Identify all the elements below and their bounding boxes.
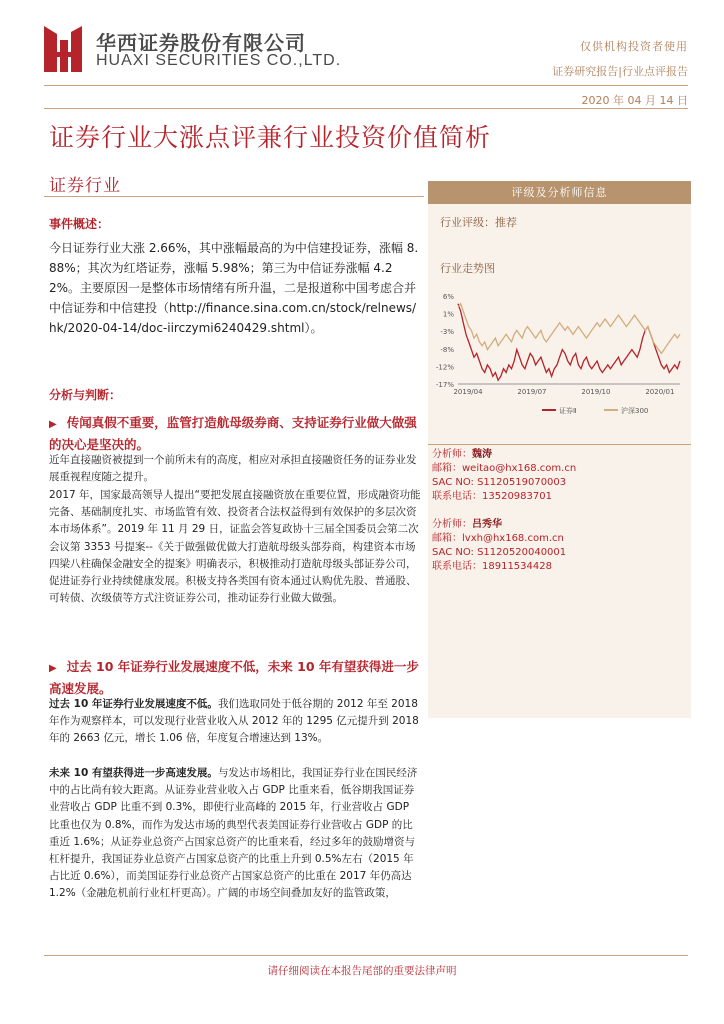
paragraph-4-text: 与发达市场相比，我国证券行业在国民经济中的占比尚有较大距离。从证券业营业收入占 GDP 比重来看，低谷期我国证券业营收占 GDP 比重不到 0.3%，即使行业高峰的 2015 年，行业营收占 GDP 比重也仅为 0.8%，而作为发达市场的典型代表美国证券行业营收占 GDP 的比重近 1.6%；从证券业总资产占国家总资产的比重来看，经过多年的鼓励增资与杠杆提升，我国证券业总资产占国家总资产的比重上升到 0.5%左右（2015 年占比近 0.6%），而美国证券行业总资产占国家总资产的比重在 2017 年仍高达 1.2%（金融危机前行业杠杆更高）。广阔的市场空间叠加友好的监管政策，	[49, 767, 418, 900]
analyst-2	[432, 518, 566, 574]
paragraph-2: 2017 年，国家最高领导人提出“要把发展直接融资放在重要位置，形成融资功能完备、基础制度扎实、市场监管有效、投资者合法权益得到有效保护的多层次资本市场体系”。2019 年 11 月 29 日，证监会答复政协十三届全国委员会第二次会议第 3353 号提案--《关于做强做优做大打造航母级头部券商，构建资本市场四梁八柱确保金融安全的提案》明确表示，积极推动打造航母级头部证券公司，促进证券行业持续健康发展。积极支持各类国有资本通过认购优先股、普通股、可转债、次级债等方式注资证券公司，推动证券行业做大做强。	[49, 489, 421, 605]
y-tick-label: -17%	[435, 381, 454, 389]
sidebar-header: 评级及分析师信息	[428, 181, 691, 204]
analyst-divider	[428, 444, 691, 445]
paragraph-3	[49, 696, 421, 748]
legend-label: 沪深300	[621, 407, 649, 415]
analyst-name: 魏涛	[472, 449, 492, 460]
sector-name: 证券行业	[49, 176, 121, 196]
x-tick-label: 2020/01	[645, 388, 675, 396]
paragraph-1: 近年直接融资被提到一个前所未有的高度，相应对承担直接融资任务的证券业发展重视程度随之提升。	[49, 454, 417, 484]
analyst-name: 吕秀华	[472, 519, 502, 530]
event-heading: 事件概述：	[49, 217, 110, 231]
y-tick-label: 1%	[442, 310, 454, 319]
audience-notice: 仅供机构投资者使用	[580, 40, 688, 53]
highlight-2	[49, 657, 421, 699]
company-logo	[44, 26, 82, 72]
analyst-label: 分析师：	[432, 519, 472, 530]
y-tick-label: -8%	[440, 345, 454, 354]
analyst-label: 分析师：	[432, 449, 472, 460]
sector-divider	[44, 196, 424, 197]
paragraph-4	[49, 765, 421, 903]
report-date: 2020 年 04 月 14 日	[581, 94, 688, 107]
paragraph-3-text: 我们选取同处于低谷期的 2012 年至 2018 年作为观察样本，可以发现行业营业收入从 2012 年的 1295 亿元提升到 2018 年的 2663 亿元，增长 1.06 倍，年度复合增速达到 13%。	[49, 698, 419, 745]
y-tick-label: 6%	[442, 293, 454, 301]
highlight-1	[49, 413, 421, 455]
bullet-icon: ▶	[49, 419, 57, 430]
legal-notice: 请仔细阅读在本报告尾部的重要法律声明	[267, 965, 457, 977]
header-divider	[44, 85, 688, 86]
y-tick-label: -3%	[440, 328, 454, 337]
date-divider	[44, 108, 688, 109]
bullet-icon: ▶	[49, 663, 57, 674]
analyst-phone: 联系电话：13520983701	[432, 491, 552, 502]
event-text: 今日证券行业大涨 2.66%，其中涨幅最高的为中信建投证券，涨幅 8.88%；其次为红塔证券，涨幅 5.98%；第三为中信证券涨幅 4.22%。主要原因一是整体市场情绪有所升温，二是报道称中国考虑合并中信证券和中信建投（http://finance.sina.com.cn/stock/relnews/hk/2020-04-14/doc-iirczymi6240429.shtml）。	[49, 241, 419, 335]
industry-rating: 行业评级：推荐	[440, 216, 517, 229]
company-name-cn: 华西证券股份有限公司	[96, 31, 306, 55]
series-line-1	[458, 304, 680, 381]
analyst-email[interactable]: 邮箱：weitao@hx168.com.cn	[432, 463, 577, 474]
legend-label: 证券Ⅱ	[559, 407, 577, 415]
series-line-2	[458, 304, 680, 354]
x-tick-label: 2019/10	[581, 388, 611, 396]
analysis-heading: 分析与判断：	[49, 388, 122, 402]
analyst-email[interactable]: 邮箱：lvxh@hx168.com.cn	[432, 533, 564, 544]
x-tick-label: 2019/04	[453, 388, 483, 396]
highlight-1-text: 传闻真假不重要，监管打造航母级券商、支持证券行业做大做强的决心是坚决的。	[49, 415, 417, 452]
paragraph-4-lead: 未来 10 有望获得进一步高速发展。	[49, 767, 218, 779]
analyst-sac: SAC NO: S1120520040001	[432, 547, 567, 558]
trend-chart	[432, 288, 687, 420]
analyst-1	[432, 448, 576, 504]
report-title: 证券行业大涨点评兼行业投资价值简析	[49, 123, 492, 152]
chart-title: 行业走势图	[440, 262, 495, 275]
highlight-2-text: 过去 10 年证券行业发展速度不低，未来 10 年有望获得进一步高速发展。	[49, 659, 419, 696]
x-tick-label: 2019/07	[517, 388, 547, 396]
paragraph-3-lead: 过去 10 年证券行业发展速度不低。	[49, 698, 218, 710]
analyst-sac: SAC NO: S1120519070003	[432, 477, 567, 488]
company-name-en: HUAXI SECURITIES CO.,LTD.	[96, 52, 342, 69]
footer-divider	[44, 955, 688, 956]
analyst-phone: 联系电话：18911534428	[432, 561, 552, 572]
report-category: 证券研究报告|行业点评报告	[552, 65, 688, 78]
y-tick-label: -12%	[435, 363, 454, 372]
